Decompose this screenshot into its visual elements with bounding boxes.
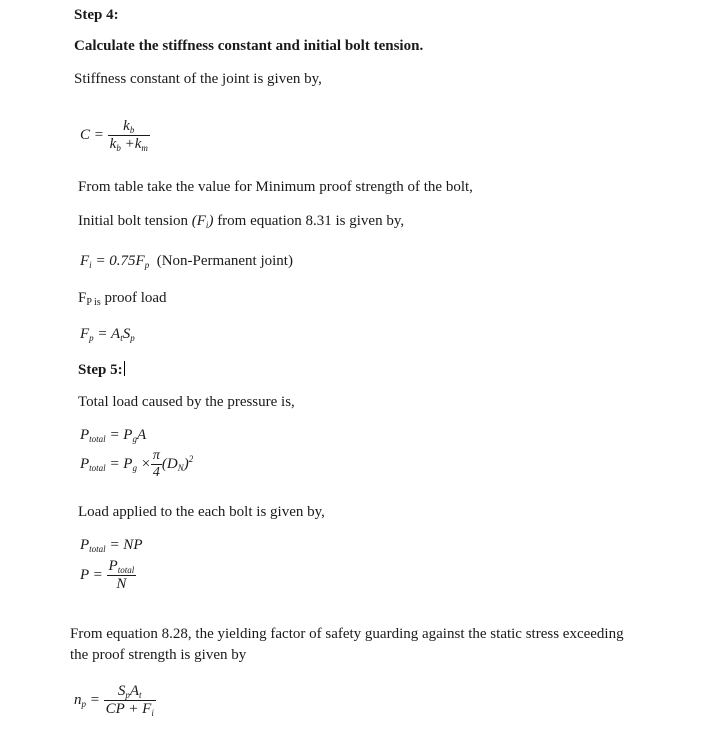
text-load-each-bolt: Load applied to the each bolt is given by, <box>78 504 325 520</box>
eq-npf-den-sub: i <box>151 708 154 718</box>
eq-fi-rhs: = 0.75F <box>91 253 145 269</box>
eq-fi-rhs-sub: p <box>144 260 150 270</box>
eq-pt2-four: 4 <box>151 464 162 481</box>
text-fp-sub: P is <box>86 297 101 308</box>
eq-den-a-sub: b <box>116 143 121 153</box>
eq-npf-num-b: A <box>129 683 140 699</box>
eq-npf-lhs: n <box>74 691 82 708</box>
eq-npf-den: CP + F <box>105 701 152 717</box>
eq-npf-num-a: S <box>117 683 126 699</box>
eq-fp-mid-sub: t <box>120 333 123 343</box>
step5-heading-text: Step 5: <box>78 362 123 378</box>
equation-initial-tension <box>80 253 293 270</box>
eq-fraction <box>108 118 150 153</box>
eq-fp-lhs: F <box>80 326 90 342</box>
eq-pt2-fraction <box>151 448 162 481</box>
text-initial-pre: Initial bolt tension <box>78 213 188 229</box>
eq-den-b-sub: m <box>141 143 148 153</box>
eq-fi-note: (Non-Permanent joint) <box>156 253 293 269</box>
eq-pt2-paren-sub: N <box>177 462 184 473</box>
eq-fp-lhs-sub: p <box>89 333 94 343</box>
eq-fp-mid: = A <box>93 326 121 342</box>
text-eq828-line2: the proof strength is given by <box>70 647 247 663</box>
step4-subheading: Calculate the stiffness constant and initial bolt tension. <box>74 38 424 54</box>
eq-npf-num-b-sub: t <box>139 690 142 700</box>
text-initial-post: from equation 8.31 is given by, <box>217 213 405 229</box>
text-total-load: Total load caused by the pressure is, <box>78 394 295 410</box>
text-initial-symbol <box>192 213 214 229</box>
eq-np-rhs: = NP <box>105 537 143 553</box>
eq-npf-eq: = <box>86 691 100 708</box>
eq-lhs: C = <box>80 126 104 143</box>
eq-pt2-pi: π <box>152 448 160 463</box>
eq-pt2-times: × <box>136 455 151 472</box>
eq-pt2-lhs: P <box>80 455 90 472</box>
equation-total-load-2 <box>80 448 193 481</box>
eq-np-lhs-sub: total <box>89 544 106 554</box>
equation-yield-safety-factor <box>74 683 156 718</box>
eq-pt1-rhs: = P <box>105 427 133 443</box>
eq-den-a: k <box>109 136 117 152</box>
text-initial-sym: (F <box>191 213 206 229</box>
step4-heading: Step 4: <box>74 7 119 23</box>
eq-p-lhs: P = <box>80 566 103 583</box>
eq-p-num-sub: total <box>117 565 135 575</box>
equation-stiffness-constant <box>80 118 150 153</box>
eq-pt1-tail: A <box>136 427 147 443</box>
eq-p-fraction <box>107 558 137 593</box>
equation-load-per-bolt <box>80 558 136 593</box>
eq-np-lhs: P <box>80 537 90 553</box>
equation-total-load-1 <box>80 427 146 444</box>
eq-fp-rhs-sub: p <box>130 333 135 343</box>
step5-heading[interactable] <box>78 361 125 379</box>
eq-p-num: P <box>108 558 118 574</box>
text-table: From table take the value for Minimum proof strength of the bolt, <box>78 179 473 195</box>
text-fp-proof-load <box>78 290 167 308</box>
eq-pt2-paren-close: ) <box>183 455 189 472</box>
text-initial-sym-sub: i <box>205 220 209 230</box>
equation-total-np <box>80 537 142 554</box>
eq-pt2-lhs-sub: total <box>89 462 106 473</box>
eq-den-b: k <box>134 136 142 152</box>
eq-pt1-lhs: P <box>80 427 90 443</box>
text-initial-tension <box>78 213 404 230</box>
text-cursor <box>124 361 125 376</box>
eq-pt1-lhs-sub: total <box>89 434 106 444</box>
text-fp-main: F <box>78 290 87 306</box>
step4-intro: Stiffness constant of the joint is given by, <box>74 71 322 87</box>
eq-num: k <box>123 118 130 134</box>
eq-p-den: N <box>107 575 137 593</box>
equation-proof-load <box>80 326 135 343</box>
eq-den-plus: + <box>124 136 135 152</box>
eq-fi-lhs: F <box>80 253 90 269</box>
eq-pt2-rhs-sub: g <box>132 462 137 473</box>
eq-pt1-rhs-sub: g <box>132 434 137 444</box>
eq-pt2-exp: 2 <box>188 453 194 464</box>
eq-npf-lhs-sub: p <box>81 698 86 709</box>
eq-fi-lhs-sub: i <box>89 260 92 270</box>
eq-pt2-paren: (D <box>161 455 178 472</box>
text-fp-rest: proof load <box>100 290 167 306</box>
eq-num-sub: b <box>129 125 135 135</box>
text-initial-close: ) <box>208 213 214 229</box>
text-eq828-line1: From equation 8.28, the yielding factor of safety guarding against the static stress exceeding <box>70 626 624 642</box>
eq-pt2-rhs: = P <box>105 455 133 472</box>
eq-fp-rhs: S <box>122 326 131 342</box>
eq-npf-num-a-sub: p <box>125 690 130 700</box>
eq-npf-fraction <box>104 683 156 718</box>
